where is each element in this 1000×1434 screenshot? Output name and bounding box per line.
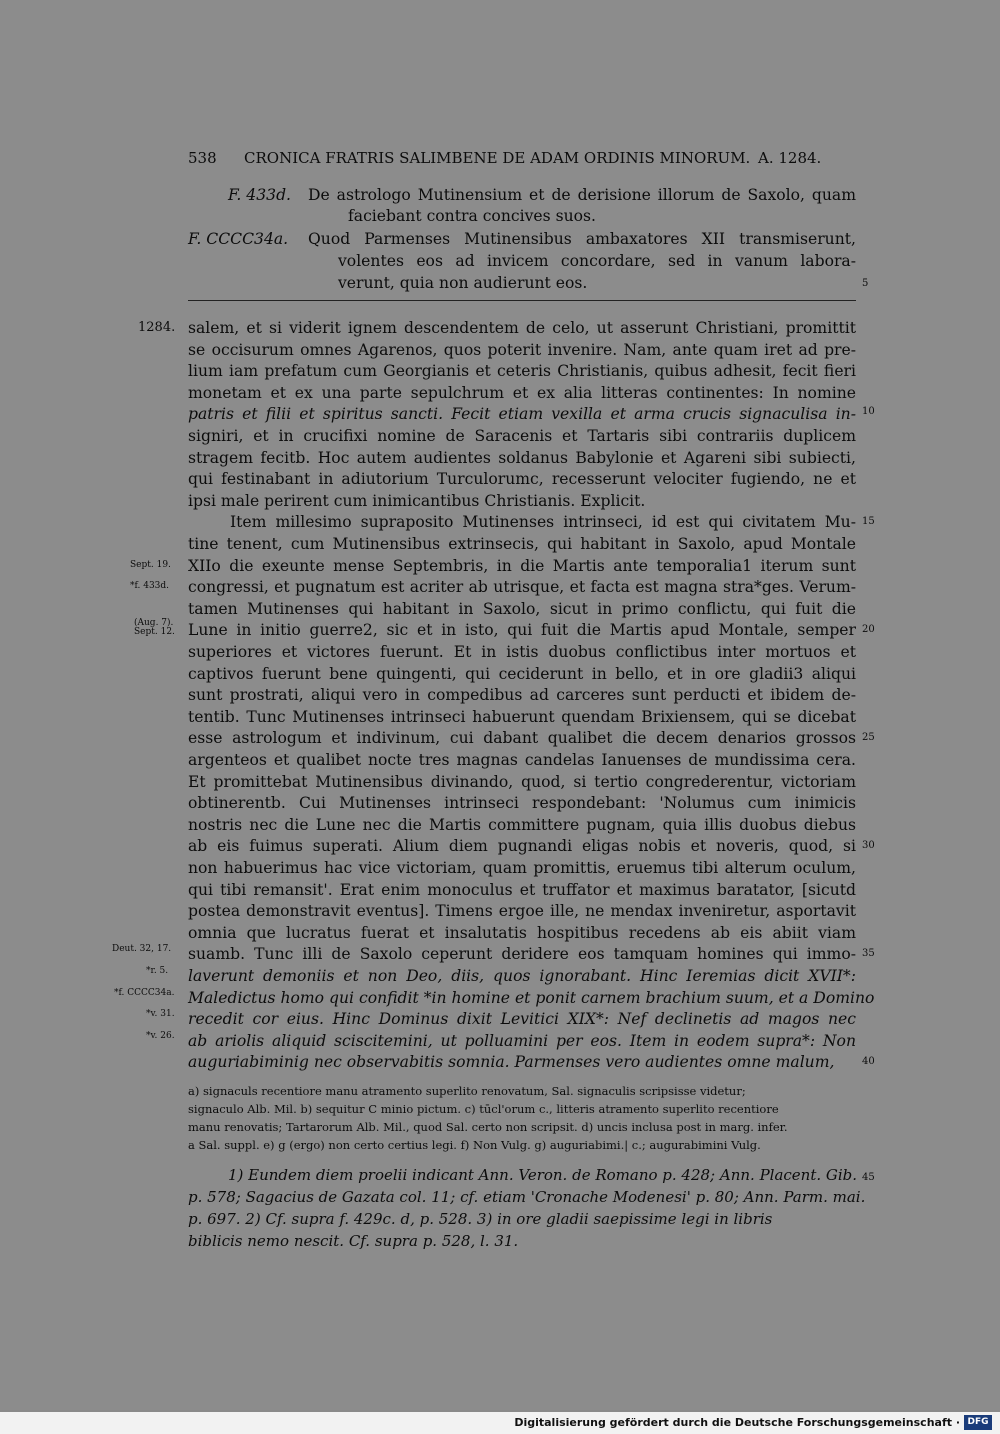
- footer-credit: Digitalisierung gefördert durch die Deutsche Forschungsgemeinschaft ·: [514, 1416, 960, 1429]
- margin-r5: *r. 5.: [146, 966, 169, 976]
- line-number-30: 30: [862, 840, 875, 851]
- body-line: patris et filii et spiritus sancti. Fecit etiam vexilla et arma crucis signaculisa in-: [188, 405, 856, 424]
- footnote-a-line-2: signaculo Alb. Mil. b) sequitur C minio pictum. c) tūcl'orum c., litteris atramento superlito recentiore: [188, 1102, 779, 1116]
- footnote-1-line-4: biblicis nemo nescit. Cf. supra p. 528, l. 31.: [188, 1232, 519, 1250]
- body-line: se occisurum omnes Agarenos, quos poterit invenire. Nam, ante quam iret ad pre-: [188, 340, 856, 359]
- footnote-1-line-3: p. 697. 2) Cf. supra f. 429c. d, p. 528. 3) in ore gladii saepissime legi in libris: [188, 1210, 773, 1228]
- margin-sept19: Sept. 19.: [130, 560, 171, 570]
- body-line: tamen Mutinenses qui habitant in Saxolo, sicut in primo conflictu, qui fuit die: [188, 599, 856, 618]
- body-line: tine tenent, cum Mutinensibus extrinsecis, qui habitant in Saxolo, apud Montale: [188, 535, 856, 553]
- body-line: ipsi male perirent cum inimicantibus Christianis. Explicit.: [188, 491, 646, 510]
- line-number-5: 5: [862, 278, 869, 289]
- body-line: argenteos et qualibet nocte tres magnas candelas Ianuenses de mundissima cera.: [188, 751, 856, 769]
- rubric-2-line-3: verunt, quia non audierunt eos.: [338, 274, 588, 292]
- rubric-1-line-1: De astrologo Mutinensium et de derisione illorum de Saxolo, quam: [308, 186, 856, 204]
- footer-bar: [0, 1412, 1000, 1434]
- margin-fcccc34: *f. CCCC34a.: [114, 988, 175, 998]
- line-number-45: 45: [862, 1172, 875, 1183]
- body-line: esse astrologum et indivinum, cui dabant qualibet die decem denarios grossos: [188, 729, 856, 748]
- margin-deut: Deut. 32, 17.: [112, 944, 172, 954]
- body-line: qui festinabant in adiutorium Turculorumc, recesserunt velociter fugiendo, ne et: [188, 470, 856, 489]
- rubric-folio-2: F. CCCC34a.: [188, 230, 289, 248]
- body-line: superiores et victores fuerunt. Et in istis duobus conflictibus inter mortuos et: [188, 643, 856, 661]
- margin-v26: *v. 26.: [146, 1031, 175, 1041]
- line-number-20: 20: [862, 624, 875, 635]
- body-line: XIIo die exeunte mense Septembris, in die Martis ante temporalia1 iterum sunt: [188, 556, 856, 575]
- margin-year: 1284.: [138, 320, 176, 335]
- footnote-a-line-1: a) signaculs recentiore manu atramento superlito renovatum, Sal. signaculis scripsisse videtur;: [188, 1084, 746, 1098]
- body-line: salem, et si viderit ignem descendentem de celo, ut asserunt Christiani, promittit: [188, 319, 856, 337]
- body-line: captivos fuerunt bene quingenti, qui ceciderunt in bello, et in ore gladii3 aliqui: [188, 664, 856, 683]
- body-line: laverunt demoniis et non Deo, diis, quos ignorabant. Hinc Ieremias dicit XVII*:: [188, 967, 856, 985]
- margin-v31: *v. 31.: [146, 1009, 175, 1019]
- footnote-a-line-4: a Sal. suppl. e) g (ergo) non certo certius legi. f) Non Vulg. g) auguriabimi.| c.; augurabimini Vulg.: [188, 1138, 761, 1152]
- body-line: congressi, et pugnatum est acriter ab utrisque, et facta est magna stra*ges. Verum-: [188, 578, 856, 597]
- body-line: non habuerimus hac vice victoriam, quam promittis, eruemus tibi alterum oculum,: [188, 859, 856, 877]
- body-line: Et promittebat Mutinensibus divinando, quod, si tertio congrederentur, victoriam: [188, 772, 856, 791]
- rubric-folio-1: F. 433d.: [228, 186, 292, 204]
- body-line: ab ariolis aliquid sciscitemini, ut polluamini per eos. Item in eodem supra*: Non: [188, 1031, 856, 1050]
- rubric-2-line-1: Quod Parmenses Mutinensibus ambaxatores XII transmiserunt,: [308, 230, 856, 248]
- running-title: CRONICA FRATRIS SALIMBENE DE ADAM ORDINIS MINORUM.: [244, 149, 751, 167]
- body-line: stragem fecitb. Hoc autem audientes soldanus Babylonie et Agareni sibi subiecti,: [188, 448, 856, 467]
- section-rule: [188, 300, 856, 301]
- margin-sept12: Sept. 12.: [134, 627, 175, 637]
- footnote-1-line-1: 1) Eundem diem proelii indicant Ann. Veron. de Romano p. 428; Ann. Placent. Gib.: [228, 1166, 858, 1184]
- margin-aug7: (Aug. 7).: [134, 618, 174, 628]
- body-line: qui tibi remansit'. Erat enim monoculus et truffator et maximus baratator, [sicutd: [188, 880, 856, 899]
- line-number-10: 10: [862, 406, 875, 417]
- body-line: tentib. Tunc Mutinenses intrinseci habuerunt quendam Brixiensem, qui se dicebat: [188, 707, 856, 726]
- body-line: obtinerentb. Cui Mutinenses intrinseci respondebant: 'Nolumus cum inimicis: [188, 794, 856, 813]
- body-line: monetam et ex una parte sepulchrum et ex alia litteras continentes: In nomine: [188, 383, 856, 402]
- page-number: 538: [188, 149, 217, 167]
- line-number-35: 35: [862, 948, 875, 959]
- body-line: Maledictus homo qui confidit *in homine et ponit carnem brachium suum, et a Domino: [188, 988, 875, 1007]
- body-line: recedit cor eius. Hinc Dominus dixit Levitici XIX*: Nef declinetis ad magos nec: [188, 1010, 856, 1029]
- body-line: auguriabiminig nec observabitis somnia. Parmenses vero audientes omne malum,: [188, 1053, 835, 1072]
- body-line: nostris nec die Lune nec die Martis committere pugnam, quia illis duobus diebus: [188, 815, 856, 834]
- footnote-a-line-3: manu renovatis; Tartarorum Alb. Mil., quod Sal. certo non scripsit. d) uncis inclusa post in marg. infer.: [188, 1120, 788, 1134]
- margin-f433: *f. 433d.: [130, 581, 170, 591]
- rubric-1-line-2: faciebant contra concives suos.: [348, 207, 596, 225]
- body-line: Item millesimo supraposito Mutinenses intrinseci, id est qui civitatem Mu-: [230, 513, 856, 532]
- line-number-15: 15: [862, 516, 875, 527]
- body-line: signiri, et in crucifixi nomine de Saracenis et Tartaris sibi contrariis duplicem: [188, 427, 856, 445]
- footnote-1-line-2: p. 578; Sagacius de Gazata col. 11; cf. etiam 'Cronache Modenesi' p. 80; Ann. Parm. mai.: [188, 1188, 866, 1206]
- body-line: suamb. Tunc illi de Saxolo ceperunt deridere eos tamquam homines qui immo-: [188, 945, 856, 964]
- line-number-25: 25: [862, 732, 875, 743]
- body-line: postea demonstravit eventus]. Timens ergoe ille, ne mendax inveniretur, asportavit: [188, 902, 856, 921]
- body-line: Lune in initio guerre2, sic et in isto, qui fuit die Martis apud Montale, semper: [188, 621, 856, 640]
- line-number-40: 40: [862, 1056, 875, 1067]
- rubric-2-line-2: volentes eos ad invicem concordare, sed in vanum labora-: [338, 252, 856, 270]
- body-line: sunt prostrati, aliqui vero in compedibus ad carceres sunt perducti et ibidem de-: [188, 686, 856, 705]
- body-line: ab eis fuimus superati. Alium diem pugnandi eligas nobis et noveris, quod, si: [188, 837, 856, 856]
- dfg-logo: DFG: [964, 1415, 992, 1430]
- body-line: lium iam prefatum cum Georgianis et ceteris Christianis, quibus adhesit, fecit fieri: [188, 362, 856, 381]
- body-line: omnia que lucratus fuerat et insalutatis hospitibus recedens ab eis abiit viam: [188, 923, 856, 942]
- running-year: A. 1284.: [758, 149, 822, 167]
